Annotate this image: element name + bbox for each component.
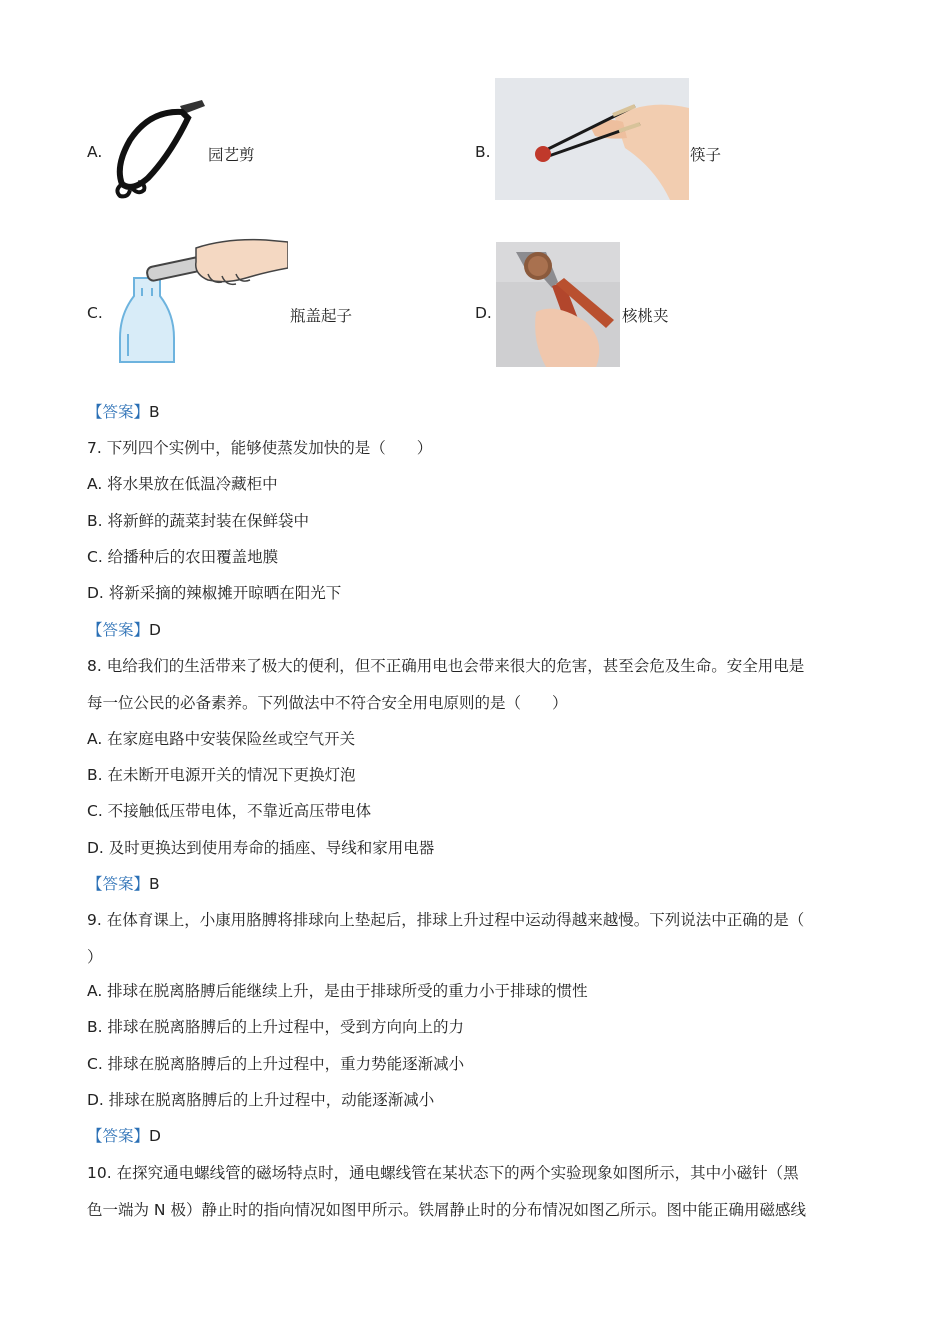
answer-value: D: [149, 621, 161, 639]
q9-option-d: D. 排球在脱离胳膊后的上升过程中，动能逐渐减小: [87, 1091, 435, 1109]
answer-tag: 【答案】: [87, 875, 150, 893]
nutcracker-image: [496, 242, 620, 367]
q8-stem-line1: 8. 电给我们的生活带来了极大的便利，但不正确用电也会带来很大的危害，甚至会危及生命。安全用电是: [87, 657, 805, 675]
q8-option-d: D. 及时更换达到使用寿命的插座、导线和家用电器: [87, 839, 435, 857]
q10-stem-line1: 10. 在探究通电螺线管的磁场特点时，通电螺线管在某状态下的两个实验现象如图所示，其中小磁针（黑: [87, 1164, 799, 1182]
q7-option-d: D. 将新采摘的辣椒摊开晾晒在阳光下: [87, 584, 342, 602]
answer-tag: 【答案】: [87, 403, 150, 421]
q7-option-b: B. 将新鲜的蔬菜封装在保鲜袋中: [87, 512, 309, 530]
q6-answer: [87, 402, 160, 422]
bottle-opener-image: [116, 238, 288, 364]
answer-tag: 【答案】: [87, 1127, 150, 1145]
q8-option-b: B. 在未断开电源开关的情况下更换灯泡: [87, 766, 356, 784]
garden-shears-image: [110, 100, 205, 200]
option-d-letter: D.: [475, 304, 492, 322]
answer-value: B: [149, 403, 160, 421]
q8-answer: [87, 874, 160, 894]
q8-option-c: C. 不接触低压带电体，不靠近高压带电体: [87, 802, 372, 820]
option-c-letter: C.: [87, 304, 103, 322]
option-d-caption: 核桃夹: [622, 307, 669, 325]
q8-option-a: A. 在家庭电路中安装保险丝或空气开关: [87, 730, 356, 748]
q7-stem: 7. 下列四个实例中，能够使蒸发加快的是（ ）: [87, 439, 433, 457]
answer-tag: 【答案】: [87, 621, 150, 639]
q9-stem-line2: ）: [87, 948, 103, 966]
option-b-caption: 筷子: [690, 146, 722, 164]
q8-stem-line2: 每一位公民的必备素养。下列做法中不符合安全用电原则的是（ ）: [87, 694, 568, 712]
chopsticks-image: [495, 78, 689, 200]
q9-option-b: B. 排球在脱离胳膊后的上升过程中，受到方向向上的力: [87, 1018, 464, 1036]
answer-value: B: [149, 875, 160, 893]
q9-option-c: C. 排球在脱离胳膊后的上升过程中，重力势能逐渐减小: [87, 1055, 465, 1073]
q9-stem-line1: 9. 在体育课上，小康用胳膊将排球向上垫起后，排球上升过程中运动得越来越慢。下列说法中正确的是（: [87, 911, 805, 929]
q9-answer: [87, 1126, 161, 1146]
q7-option-a: A. 将水果放在低温冷藏柜中: [87, 475, 278, 493]
q7-option-c: C. 给播种后的农田覆盖地膜: [87, 548, 279, 566]
option-c-caption: 瓶盖起子: [290, 307, 353, 325]
q9-option-a: A. 排球在脱离胳膊后能继续上升，是由于排球所受的重力小于排球的惯性: [87, 982, 588, 1000]
option-a-caption: 园艺剪: [208, 146, 255, 164]
option-b-letter: B.: [475, 143, 491, 161]
q7-answer: [87, 620, 161, 640]
q10-stem-line2: 色一端为 N 极）静止时的指向情况如图甲所示。铁屑静止时的分布情况如图乙所示。图中能正确用磁感线: [87, 1201, 806, 1219]
answer-value: D: [149, 1127, 161, 1145]
option-a-letter: A.: [87, 143, 103, 161]
